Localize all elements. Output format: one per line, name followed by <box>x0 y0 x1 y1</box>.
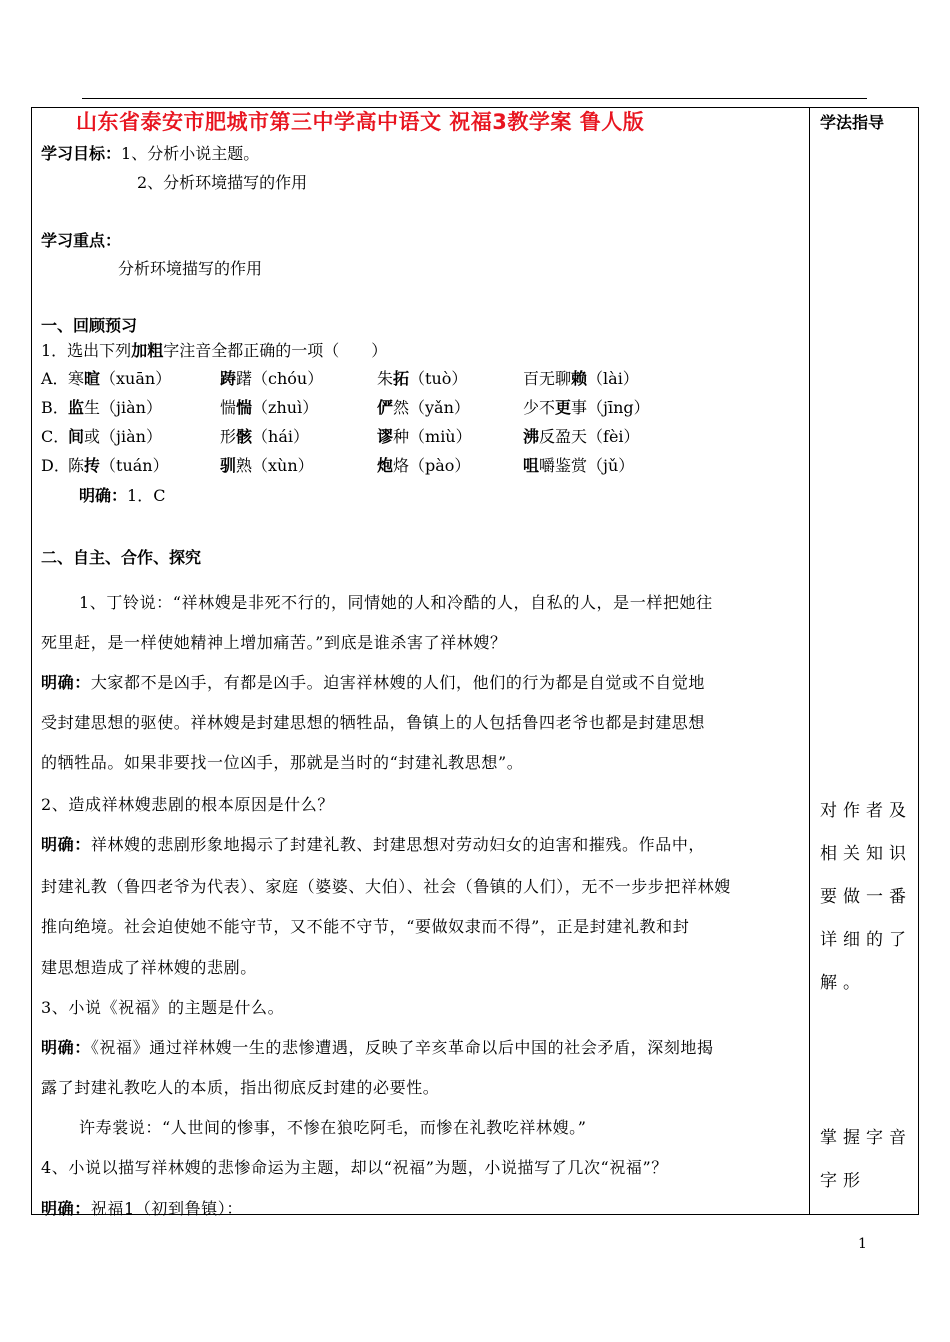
focus-text: 分析环境描写的作用 <box>118 259 263 278</box>
option-item <box>377 453 470 476</box>
q3: 3、小说《祝福》的主题是什么。 <box>41 998 285 1017</box>
option-item <box>68 453 169 476</box>
option-item-suffix: 反盈天（fèi） <box>539 427 640 446</box>
option-item <box>523 366 639 389</box>
review-answer <box>79 483 165 506</box>
goals-line-1 <box>41 141 259 164</box>
quote: 许寿裳说：“人世间的惨事，不惨在狼吃阿毛，而惨在礼教吃祥林嫂。” <box>79 1118 587 1137</box>
a2-line-1 <box>41 832 705 855</box>
focus-label: 学习重点： <box>41 231 122 250</box>
option-item-bold-char: 俨 <box>377 398 394 417</box>
option-item-prefix: 形 <box>220 427 237 446</box>
option-item-suffix: 然（yǎn） <box>393 398 470 417</box>
option-item-suffix: （tuán） <box>100 456 169 475</box>
a2-line-4: 建思想造成了祥林嫂的悲剧。 <box>41 958 257 977</box>
option-item <box>220 453 314 476</box>
option-item-bold-char: 咀 <box>523 456 540 475</box>
option-item <box>68 366 171 389</box>
review-heading: 一、回顾预习 <box>41 316 138 335</box>
a1-label: 明确： <box>41 673 91 692</box>
question-prefix: 1．选出下列 <box>41 341 132 360</box>
option-item-bold-char: 谬 <box>377 427 394 446</box>
option-item <box>377 395 470 418</box>
side-note-pronunciation: 掌握字音字形 <box>820 1128 912 1191</box>
page-number: 1 <box>858 1236 867 1252</box>
option-item-prefix: 惴 <box>220 398 237 417</box>
option-item-prefix: 寒 <box>68 369 85 388</box>
option-item-suffix: 或（jiàn） <box>84 427 162 446</box>
q1-line-2: 死里赶，是一样使她精神上增加痛苦。”到底是谁杀害了祥林嫂？ <box>41 633 507 652</box>
a2-text-1: 祥林嫂的悲剧形象地揭示了封建礼教、封建思想对劳动妇女的迫害和摧残。作品中， <box>90 835 706 854</box>
option-item-bold-char: 惴 <box>236 398 253 417</box>
option-item-bold-char: 抟 <box>84 456 101 475</box>
a3-line-2: 露了封建礼教吃人的本质，指出彻底反封建的必要性。 <box>41 1078 440 1097</box>
q4: 4、小说以描写祥林嫂的悲惨命运为主题，却以“祝福”为题，小说描写了几次“祝福”？ <box>41 1158 668 1177</box>
option-item-suffix: 躇（chóu） <box>236 369 324 388</box>
a3-text-1: 《祝福》通过祥林嫂一生的悲惨遭遇，反映了辛亥革命以后中国的社会矛盾，深刻地揭 <box>90 1038 714 1057</box>
option-item-bold-char: 炮 <box>377 456 394 475</box>
option-item-prefix: 陈 <box>68 456 85 475</box>
a3-line-1 <box>41 1035 714 1058</box>
answer-label: 明确： <box>79 486 128 505</box>
q1-line-1: 1、丁铃说：“祥林嫂是非死不行的，同情她的人和冷酷的人，自私的人，是一样把她往 <box>79 593 713 612</box>
option-item-suffix: （lài） <box>587 369 639 388</box>
option-item <box>523 395 650 418</box>
option-item <box>68 424 162 447</box>
side-note-author: 对作者及相关知识要做一番详细的了解。 <box>820 801 912 993</box>
option-label: B． <box>41 398 69 417</box>
a2-label: 明确： <box>41 835 91 854</box>
option-item-bold-char: 赖 <box>571 369 588 388</box>
question-bold-word: 加粗 <box>131 341 164 360</box>
option-item-suffix: 事（jīng） <box>571 398 650 417</box>
a1-line-3: 的牺牲品。如果非要找一位凶手，那就是当时的“封建礼教思想”。 <box>41 753 524 772</box>
option-item-suffix: 烙（pào） <box>393 456 471 475</box>
option-item <box>220 395 318 418</box>
goal-2: 2、分析环境描写的作用 <box>137 173 308 192</box>
option-item-suffix: （zhuì） <box>252 398 319 417</box>
option-item-bold-char: 沸 <box>523 427 540 446</box>
a4-text: 祝福1（初到鲁镇）： <box>90 1199 243 1218</box>
question-suffix: 字注音全都正确的一项（ ） <box>163 341 388 360</box>
option-item <box>68 395 162 418</box>
explore-heading: 二、自主、合作、探究 <box>41 548 202 567</box>
option-item-bold-char: 拓 <box>393 369 410 388</box>
option-item-suffix: 种（miù） <box>393 427 472 446</box>
option-item-suffix: 熟（xùn） <box>236 456 314 475</box>
review-question <box>41 338 387 361</box>
option-item-suffix: （hái） <box>252 427 309 446</box>
answer-value: 1．C <box>127 486 166 505</box>
option-item-bold-char: 骸 <box>236 427 253 446</box>
option-item-suffix: 嚼鉴赏（jǔ） <box>539 456 635 475</box>
q2: 2、造成祥林嫂悲剧的根本原因是什么？ <box>41 795 334 814</box>
option-label: C． <box>41 427 70 446</box>
option-label: D． <box>41 456 70 475</box>
option-item-bold-char: 驯 <box>220 456 237 475</box>
option-item <box>377 366 467 389</box>
option-item-bold-char: 暄 <box>84 369 101 388</box>
option-item <box>523 424 640 447</box>
header-rule <box>82 98 867 99</box>
option-item-suffix: 生（jiàn） <box>84 398 162 417</box>
document-title: 山东省泰安市肥城市第三中学高中语文 祝福3教学案 鲁人版 <box>76 110 645 134</box>
a1-line-2: 受封建思想的驱使。祥林嫂是封建思想的牺牲品，鲁镇上的人包括鲁四老爷也都是封建思想 <box>41 713 706 732</box>
a1-line-1 <box>41 670 705 693</box>
option-item-bold-char: 间 <box>68 427 85 446</box>
option-item-suffix: （tuò） <box>409 369 468 388</box>
a2-line-3: 推向绝境。社会迫使她不能守节，又不能不守节，“要做奴隶而不得”，正是封建礼教和封 <box>41 917 690 936</box>
a2-line-2: 封建礼教（鲁四老爷为代表）、家庭（婆婆、大伯）、社会（鲁镇的人们），无不一步步把祥林嫂 <box>41 877 731 896</box>
option-item <box>220 424 309 447</box>
option-item-bold-char: 踌 <box>220 369 237 388</box>
goals-label: 学习目标： <box>41 144 122 163</box>
a4-label: 明确： <box>41 1199 91 1218</box>
option-item-prefix: 百无聊 <box>523 369 572 388</box>
a3-label: 明确： <box>41 1038 91 1057</box>
a4-line <box>41 1196 243 1219</box>
option-item-prefix: 朱 <box>377 369 394 388</box>
option-item-bold-char: 更 <box>555 398 572 417</box>
option-item-suffix: （xuān） <box>100 369 172 388</box>
a1-text-1: 大家都不是凶手，有都是凶手。迫害祥林嫂的人们，他们的行为都是自觉或不自觉地 <box>90 673 706 692</box>
option-item-bold-char: 监 <box>68 398 85 417</box>
option-item <box>377 424 472 447</box>
goal-1: 1、分析小说主题。 <box>121 144 260 163</box>
side-column-header: 学法指导 <box>820 113 885 132</box>
option-label: A． <box>41 369 69 388</box>
option-item <box>220 366 323 389</box>
column-divider <box>809 107 810 1215</box>
option-item <box>523 453 634 476</box>
option-item-prefix: 少不 <box>523 398 556 417</box>
